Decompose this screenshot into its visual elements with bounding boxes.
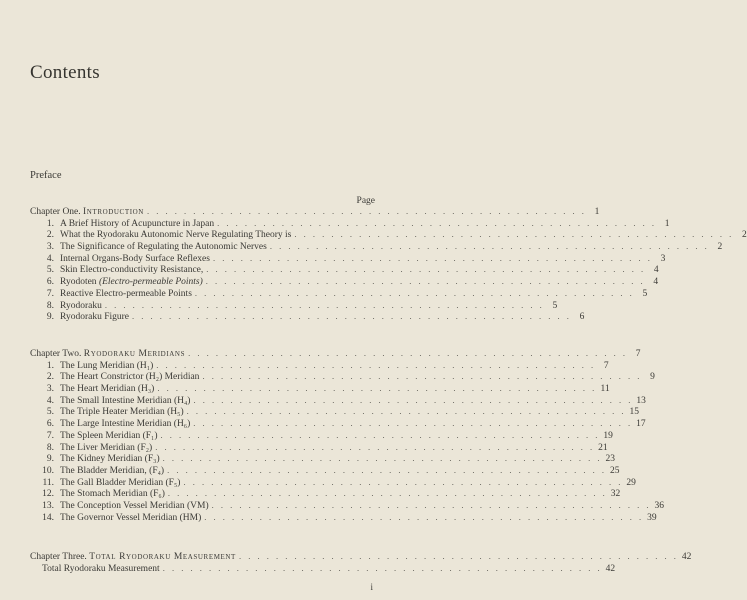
page-number: 7 [635, 349, 641, 359]
toc-entry: 12. The Stomach Meridian (F₆) . . . . . . . . . . . . . . . . . . . . . . . . . . . . . . . . . . . . . . . . . . . . . . . . 32 [42, 488, 621, 500]
toc-entry: 9. Ryodoraku Figure . . . . . . . . . . . . . . . . . . . . . . . . . . . . . . . . . . . . . . . . . . . . . . . . 6 [46, 311, 585, 323]
page-number: 42 [681, 552, 692, 562]
preface-heading: Preface [30, 170, 62, 181]
toc-entry: 11. The Gall Bladder Meridian (F₅) . . . . . . . . . . . . . . . . . . . . . . . . . . . . . . . . . . . . . . . . . . . . . . . . 29 [42, 476, 636, 488]
chapter-name: Ryodoraku Meridians [83, 349, 186, 359]
toc-entry: Total Ryodoraku Measurement . . . . . . . . . . . . . . . . . . . . . . . . . . . . . . . . . . . . . . . . . . . . . . . . 42 [42, 562, 616, 574]
toc-entry: 4. The Small Intestine Meridian (H₄) . . . . . . . . . . . . . . . . . . . . . . . . . . . . . . . . . . . . . . . . . . . . . . . . 13 [46, 394, 646, 406]
folio-page-number: i [370, 582, 373, 592]
toc-entry: 7. Reactive Electro-permeable Points . . . . . . . . . . . . . . . . . . . . . . . . . . . . . . . . . . . . . . . . . . . . . . . . 5 [46, 287, 648, 299]
page-number: 1 [594, 207, 600, 217]
toc-entry: 6. Ryodoten (Electro-permeable Points) . . . . . . . . . . . . . . . . . . . . . . . . . . . . . . . . . . . . . . . . . . . . . . . . 4 [46, 276, 659, 288]
chapter-two-section [30, 348, 665, 523]
leader-dots: . . . . . . . . . . . . . . . . . . . . . . . . . . . . . . . . . . . . . . . . . . . . . . . . [238, 551, 679, 561]
chapter-name: Total Ryodoraku Measurement [89, 552, 236, 562]
toc-entry: 13. The Conception Vessel Meridian (VM) . . . . . . . . . . . . . . . . . . . . . . . . . . . . . . . . . . . . . . . . . . . . . . . . 36 [42, 499, 665, 511]
chapter-label: Chapter One. [30, 207, 81, 217]
toc-entry: 5. Skin Electro-conductivity Resistance, . . . . . . . . . . . . . . . . . . . . . . . . . . . . . . . . . . . . . . . . . . . . . . . . 4 [46, 264, 659, 276]
toc-entry: 5. The Triple Heater Meridian (H₅) . . . . . . . . . . . . . . . . . . . . . . . . . . . . . . . . . . . . . . . . . . . . . . . . 15 [46, 406, 639, 418]
page-title: Contents [30, 62, 100, 83]
page-column-heading: Page [356, 196, 375, 206]
toc-entry: 2. What the Ryodoraku Autonomic Nerve Regulating Theory is . . . . . . . . . . . . . . . . . . . . . . . . . . . . . . . . . . . . . . . . . . . . . . . . 2 [46, 229, 747, 241]
toc-entry: 6. The Large Intestine Meridian (H₆) . . . . . . . . . . . . . . . . . . . . . . . . . . . . . . . . . . . . . . . . . . . . . . . . 17 [46, 418, 646, 430]
chapter-three-section [30, 551, 692, 574]
leader-dots: . . . . . . . . . . . . . . . . . . . . . . . . . . . . . . . . . . . . . . . . . . . . . . . . [188, 348, 628, 358]
toc-entry: 1. A Brief History of Acupuncture in Japan . . . . . . . . . . . . . . . . . . . . . . . . . . . . . . . . . . . . . . . . . . . . . . . . 1 [46, 217, 670, 229]
chapter-label: Chapter Three. [30, 552, 87, 562]
toc-entry: 8. Ryodoraku . . . . . . . . . . . . . . . . . . . . . . . . . . . . . . . . . . . . . . . . . . . . . . . . 5 [46, 299, 558, 311]
toc-entry: 1. The Lung Meridian (H₁) . . . . . . . . . . . . . . . . . . . . . . . . . . . . . . . . . . . . . . . . . . . . . . . . 7 [46, 359, 609, 371]
chapter-name: Introduction [83, 207, 144, 217]
toc-entry: 8. The Liver Meridian (F₂) . . . . . . . . . . . . . . . . . . . . . . . . . . . . . . . . . . . . . . . . . . . . . . . . 21 [46, 441, 608, 453]
chapter-label: Chapter Two. [30, 349, 82, 359]
toc-entry: 3. The Heart Meridian (H₃) . . . . . . . . . . . . . . . . . . . . . . . . . . . . . . . . . . . . . . . . . . . . . . . . 11 [46, 383, 610, 395]
chapter-one-section [30, 206, 747, 323]
toc-entry: 2. The Heart Constrictor (H₂) Meridian . . . . . . . . . . . . . . . . . . . . . . . . . . . . . . . . . . . . . . . . . . . . . . . . 9 [46, 371, 655, 383]
chapter-one-heading [30, 206, 600, 218]
chapter-two-heading [30, 348, 641, 360]
toc-entry: 3. The Significance of Regulating the Autonomic Nerves . . . . . . . . . . . . . . . . . . . . . . . . . . . . . . . . . . . . . . . . . . . . . . . . 2 [46, 241, 723, 253]
toc-entry: 14. The Governor Vessel Meridian (HM) . . . . . . . . . . . . . . . . . . . . . . . . . . . . . . . . . . . . . . . . . . . . . . . . 39 [42, 511, 657, 523]
toc-entry: 9. The Kidney Meridian (F₃) . . . . . . . . . . . . . . . . . . . . . . . . . . . . . . . . . . . . . . . . . . . . . . . . 23 [46, 453, 615, 465]
toc-entry: 10. The Bladder Meridian, (F₄) . . . . . . . . . . . . . . . . . . . . . . . . . . . . . . . . . . . . . . . . . . . . . . . . 25 [42, 464, 620, 476]
toc-entry: 4. Internal Organs-Body Surface Reflexes . . . . . . . . . . . . . . . . . . . . . . . . . . . . . . . . . . . . . . . . . . . . . . . . 3 [46, 252, 666, 264]
chapter-three-heading [30, 551, 692, 563]
toc-entry: 7. The Spleen Meridian (F₁) . . . . . . . . . . . . . . . . . . . . . . . . . . . . . . . . . . . . . . . . . . . . . . . . 19 [46, 429, 613, 441]
leader-dots: . . . . . . . . . . . . . . . . . . . . . . . . . . . . . . . . . . . . . . . . . . . . . . . . [146, 206, 587, 216]
